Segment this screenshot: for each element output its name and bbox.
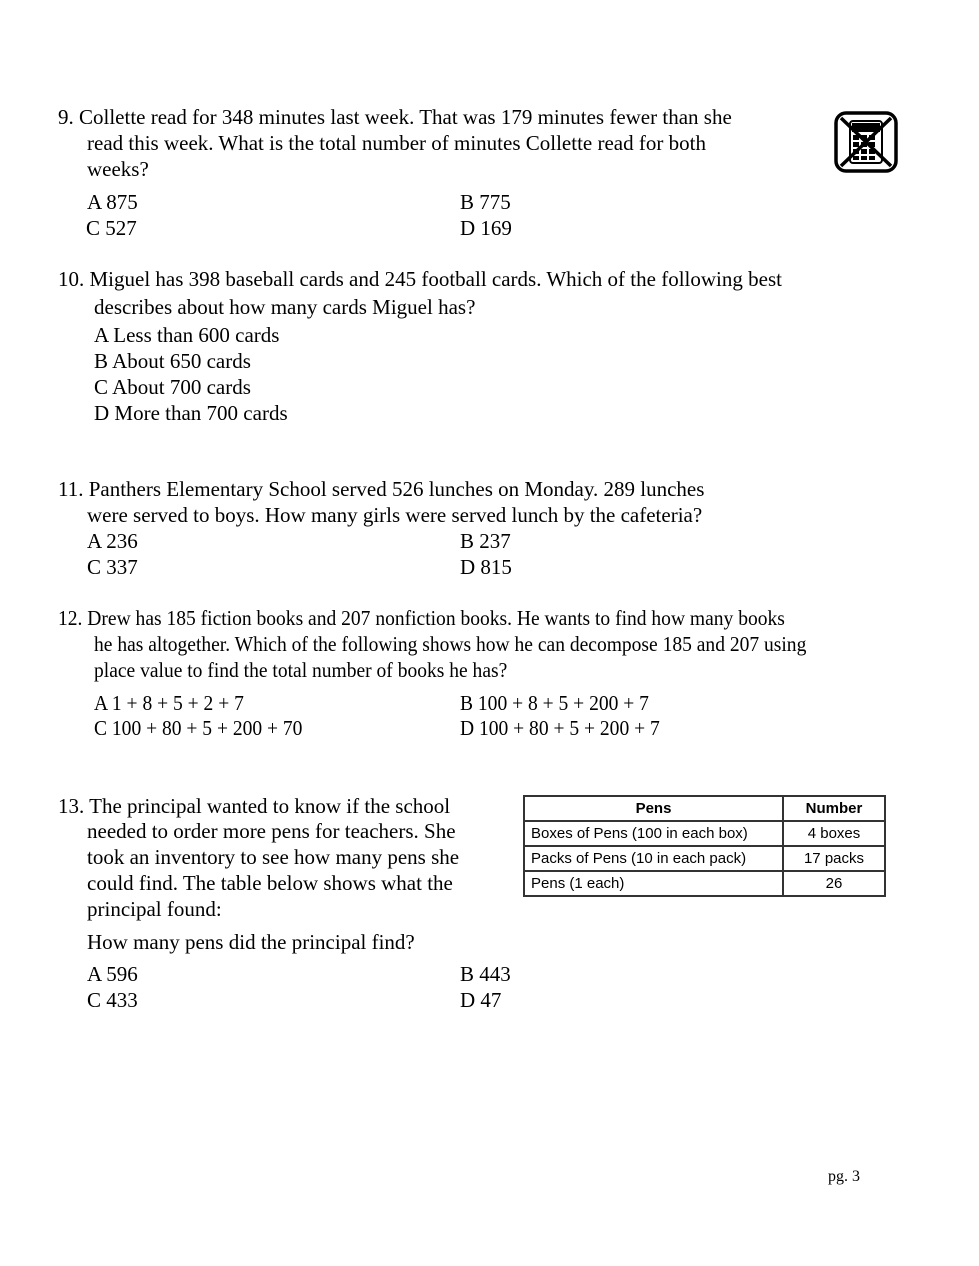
table-cell-item: Packs of Pens (10 in each pack) — [524, 846, 783, 871]
q12-line-1: 12. Drew has 185 fiction books and 207 nonfiction books. He wants to find how many books — [58, 606, 785, 630]
q13-question: How many pens did the principal find? — [87, 930, 415, 954]
q10-line-1: 10. Miguel has 398 baseball cards and 245 football cards. Which of the following best — [58, 267, 782, 291]
q11-choice-a[interactable]: A 236 — [87, 529, 138, 553]
q10-choice-c[interactable]: C About 700 cards — [94, 375, 251, 399]
table-header-pens: Pens — [524, 796, 783, 821]
pens-table — [523, 795, 886, 897]
table-row — [524, 846, 885, 871]
q13-choice-d[interactable]: D 47 — [460, 988, 502, 1012]
table-header-row — [524, 796, 885, 821]
table-cell-number: 26 — [783, 871, 885, 896]
q11-choice-c[interactable]: C 337 — [87, 555, 138, 579]
table-row — [524, 871, 885, 896]
q13-choice-a[interactable]: A 596 — [87, 962, 138, 986]
q11-choice-d[interactable]: D 815 — [460, 555, 512, 579]
q12-choice-b[interactable]: B 100 + 8 + 5 + 200 + 7 — [460, 691, 649, 715]
q12-choice-c[interactable]: C 100 + 80 + 5 + 200 + 70 — [94, 716, 303, 740]
table-row — [524, 821, 885, 846]
q13-line-2: needed to order more pens for teachers. She — [87, 819, 456, 843]
q9-choice-b[interactable]: B 775 — [460, 190, 511, 214]
q10-choice-b[interactable]: B About 650 cards — [94, 349, 251, 373]
q13-line-4: could find. The table below shows what the — [87, 871, 453, 895]
page-number: pg. 3 — [828, 1168, 860, 1185]
q10-choice-a[interactable]: A Less than 600 cards — [94, 323, 280, 347]
q10-choice-d[interactable]: D More than 700 cards — [94, 401, 288, 425]
q9-choice-d[interactable]: D 169 — [460, 216, 512, 240]
table-cell-item: Pens (1 each) — [524, 871, 783, 896]
q12-line-2: he has altogether. Which of the following shows how he can decompose 185 and 207 using — [94, 632, 807, 656]
q11-choice-b[interactable]: B 237 — [460, 529, 511, 553]
q11-line-2: were served to boys. How many girls were served lunch by the cafeteria? — [87, 503, 703, 527]
q13-line-5: principal found: — [87, 897, 222, 921]
q13-line-1: 13. The principal wanted to know if the school — [58, 794, 451, 818]
table-header-number: Number — [783, 796, 885, 821]
q9-choice-c[interactable]: C 527 — [86, 216, 137, 240]
table-cell-number: 4 boxes — [783, 821, 885, 846]
q13-choice-b[interactable]: B 443 — [460, 962, 511, 986]
q12-line-3: place value to find the total number of books he has? — [94, 658, 508, 682]
q10-line-2: describes about how many cards Miguel has? — [94, 295, 476, 319]
q13-line-3: took an inventory to see how many pens she — [87, 845, 460, 869]
q9-line-3: weeks? — [87, 157, 149, 181]
q11-line-1: 11. Panthers Elementary School served 526 lunches on Monday. 289 lunches — [58, 477, 705, 501]
q9-choice-a[interactable]: A 875 — [87, 190, 138, 214]
q9-line-1: 9. Collette read for 348 minutes last week. That was 179 minutes fewer than she — [58, 105, 732, 129]
q13-choice-c[interactable]: C 433 — [87, 988, 138, 1012]
no-calculator-icon — [834, 111, 898, 173]
table-cell-item: Boxes of Pens (100 in each box) — [524, 821, 783, 846]
q12-choice-d[interactable]: D 100 + 80 + 5 + 200 + 7 — [460, 716, 660, 740]
q9-line-2: read this week. What is the total number of minutes Collette read for both — [87, 131, 706, 155]
table-cell-number: 17 packs — [783, 846, 885, 871]
q12-choice-a[interactable]: A 1 + 8 + 5 + 2 + 7 — [94, 691, 244, 715]
